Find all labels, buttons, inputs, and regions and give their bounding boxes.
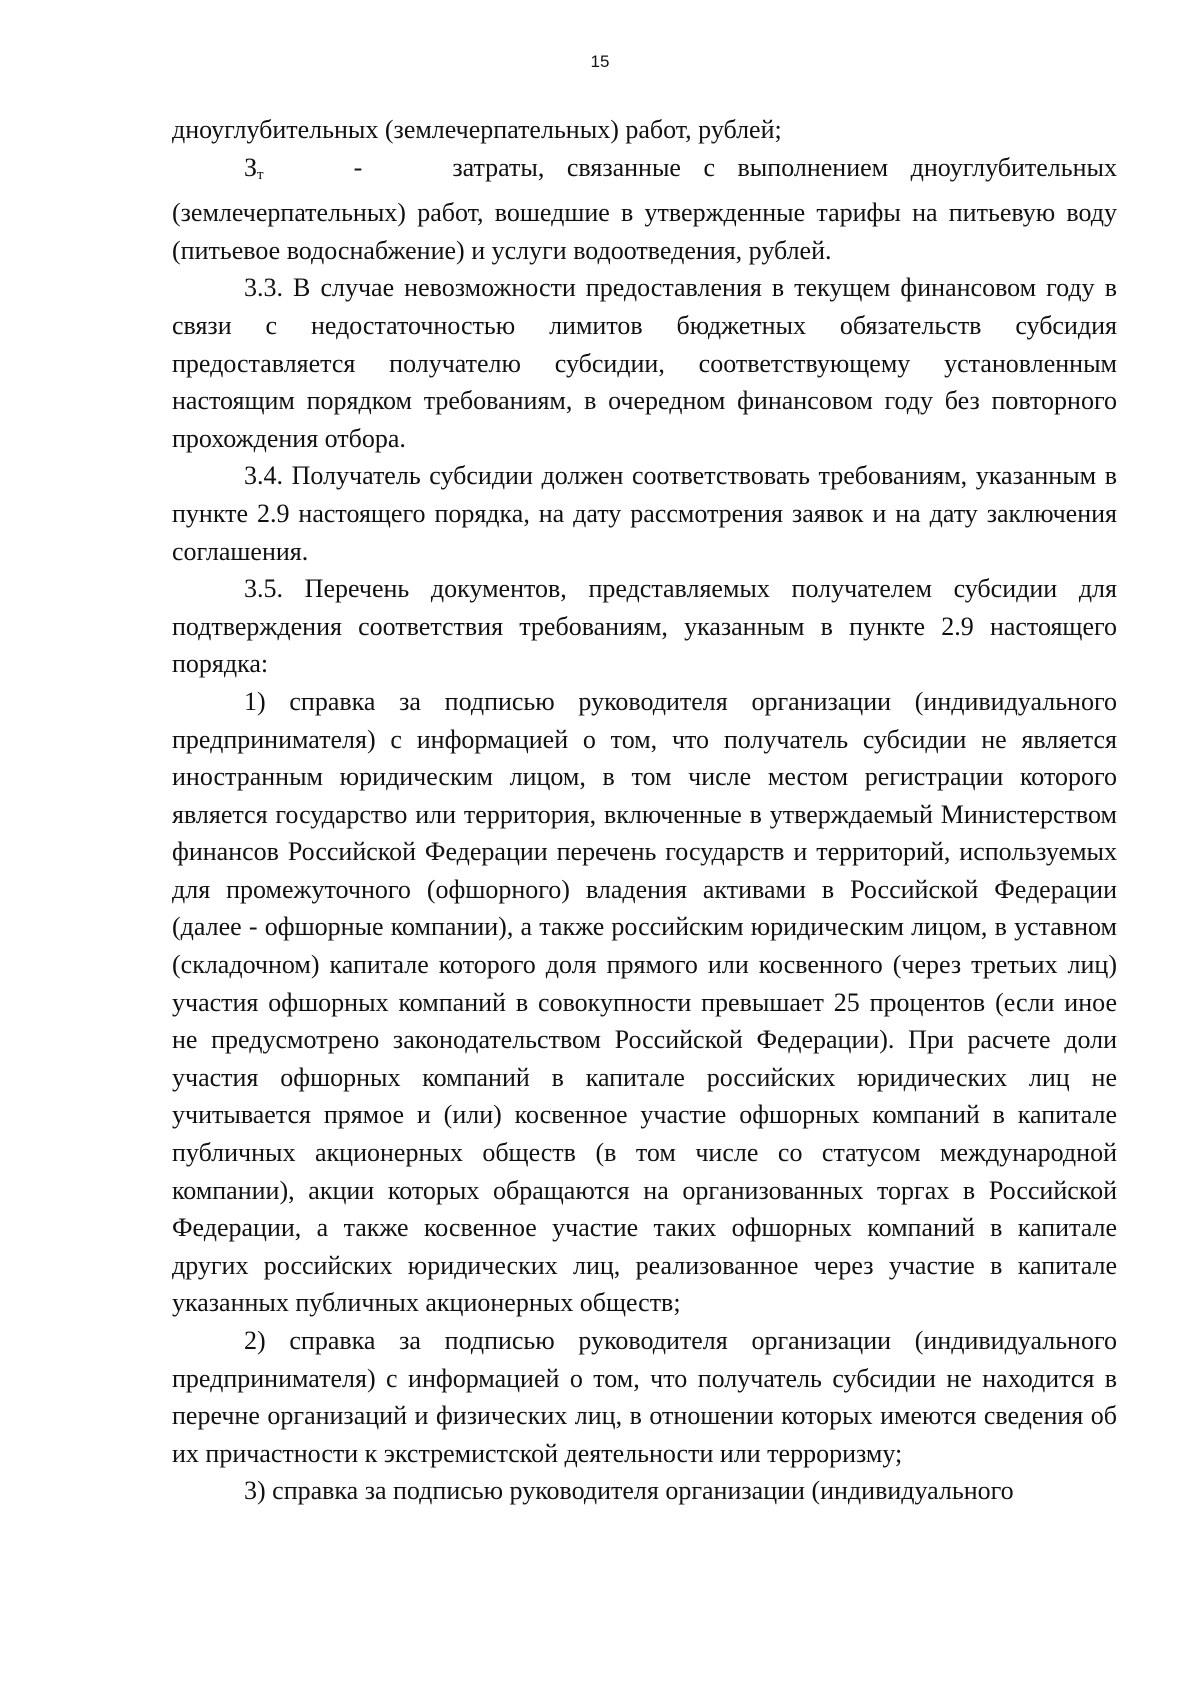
paragraph-symbol-definition bbox=[172, 149, 1117, 270]
document-body bbox=[172, 111, 1117, 1510]
symbol-definition-text: затраты, связанные с выполнением дноуглубительных (землечерпательных) работ, вошедшие в утвержденные тарифы на питьевую воду (питьевое водоснабжение) и услуги водоотведения, рублей. bbox=[172, 152, 1117, 265]
paragraph-continuation: дноуглубительных (землечерпательных) работ, рублей; bbox=[172, 115, 782, 144]
symbol-letter: З bbox=[244, 152, 258, 182]
list-item-2: 2) справка за подписью руководителя организации (индивидуального предпринимателя) с информацией о том, что получатель субсидии не находится в перечне организаций и физических лиц, в отношении которых имеются сведения об их причастности к экстремистской деятельности или терроризму; bbox=[172, 1326, 1117, 1468]
paragraph-3-4: 3.4. Получатель субсидии должен соответствовать требованиям, указанным в пункте 2.9 настоящего порядка, на дату рассмотрения заявок и на дату заключения соглашения. bbox=[172, 461, 1117, 566]
page-number: 15 bbox=[590, 52, 610, 71]
symbol-subscript: т bbox=[257, 166, 264, 183]
list-item-3: 3) справка за подписью руководителя организации (индивидуального bbox=[244, 1476, 1014, 1506]
symbol-dash: - bbox=[353, 152, 363, 182]
paragraph-3-3: 3.3. В случае невозможности предоставления в текущем финансовом году в связи с недостаточностью лимитов бюджетных обязательств субсидия предоставляется получателю субсидии, соответствующему установленным настоящим порядком требованиям, в очередном финансовом году без повторного прохождения отбора. bbox=[172, 273, 1117, 453]
paragraph-3-5: 3.5. Перечень документов, представляемых получателем субсидии для подтверждения соответствия требованиям, указанным в пункте 2.9 настоящего порядка: bbox=[172, 574, 1117, 679]
list-item-1: 1) справка за подписью руководителя организации (индивидуального предпринимателя) с информацией о том, что получатель субсидии не является иностранным юридическим лицом, в том числе местом регистрации которого является государство или территория, включенные в утверждаемый Министерством финансов Российской Федерации перечень государств и территорий, используемых для промежуточного (офшорного) владения активами в Российской Федерации (далее - офшорные компании), а также российским юридическим лицом, в уставном (складочном) капитале которого доля прямого или косвенного (через третьих лиц) участия офшорных компаний в совокупности превышает 25 процентов (если иное не предусмотрено законодательством Российской Федерации). При расчете доли участия офшорных компаний в капитале российских юридических лиц не учитывается прямое и (или) косвенное участие офшорных компаний в капитале публичных акционерных обществ (в том числе со статусом международной компании), акции которых обращаются на организованных торгах в Российской Федерации, а также косвенное участие таких офшорных компаний в капитале других российских юридических лиц, реализованное через участие в капитале указанных публичных акционерных обществ; bbox=[172, 686, 1117, 1318]
